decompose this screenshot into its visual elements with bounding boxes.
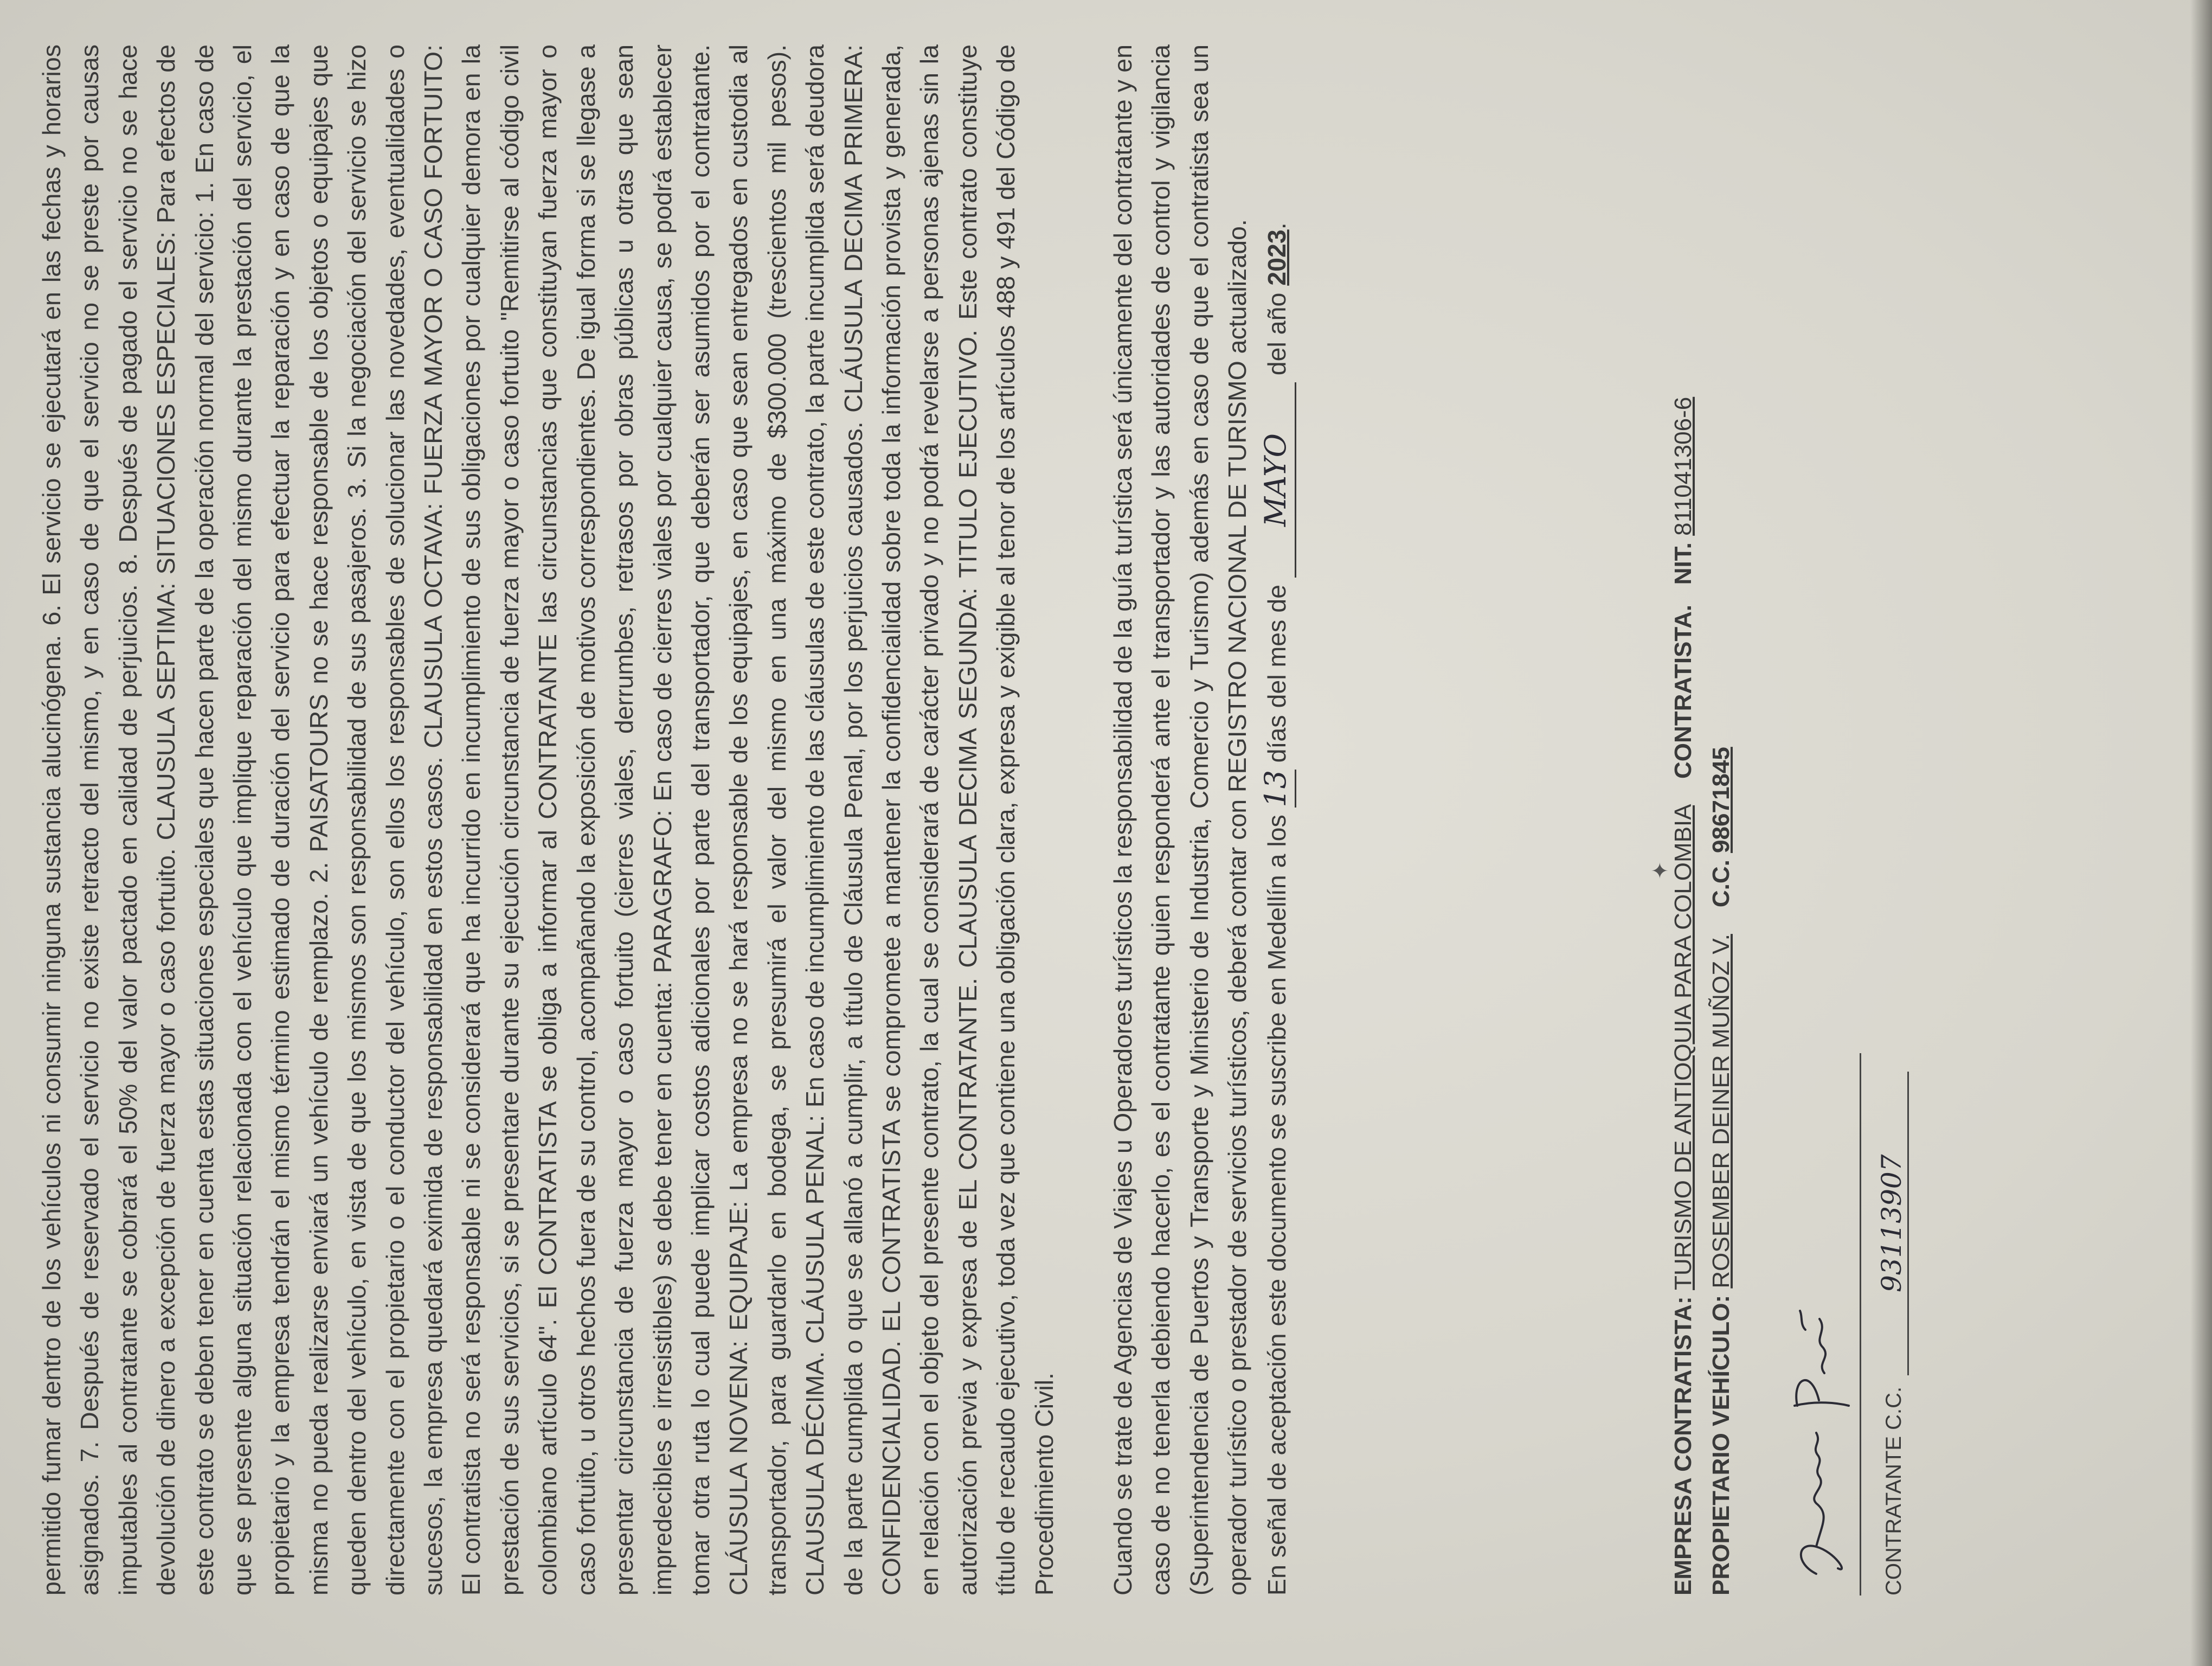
owner-cc-value: 98671845 (1708, 747, 1734, 853)
clauses-paragraph: permitido fumar dentro de los vehículos ni consumir ninguna sustancia alucinógena. 6. El servicio se ejecutará en las fechas y horarios asignados. 7. Después de reservado el servicio no existe retracto del mismo, y en caso de que el servicio no se preste por causas imputables al contratante se cobrará el 50% del valor pactado en calidad de perjuicios. 8. Después de pagado el servicio no se hace devolución de dinero a excepción de fuerza mayor o caso fortuito. CLAUSULA SEPTIMA: SITUACIONES ESPECIALES: Para efectos de este contrato se deben tener en cuenta estas situaciones especiales que hacen parte de la operación normal del servicio: 1. En caso de que se presente alguna situación relacionada con el vehículo que implique reparación del mismo durante la prestación del servicio, el propietario y la empresa tendrán el mismo término estimado de duración del servicio para efectuar la reparación y en caso de que la misma no pueda realizarse enviará un vehículo de remplazo. 2. PAISATOURS no se hace responsable de los objetos o equipajes que queden dentro del vehículo, en vista de que los mismos son responsabilidad de sus pasajeros. 3. Si la negociación del servicio se hizo directamente con el propietario o el conductor del vehículo, son ellos los responsables de solucionar las novedades, eventualidades o sucesos, la empresa quedará eximida de responsabilidad en estos casos. CLAUSULA OCTAVA: FUERZA MAYOR O CASO FORTUITO: El contratista no será responsable ni se considerará que ha incurrido en incumplimiento de sus obligaciones por cualquier demora en la prestación de sus servicios, si se presentare durante su ejecución circunstancia de fuerza mayor o caso fortuito "Remitirse al código civil colombiano artículo 64". El CONTRATISTA se obliga a informar al CONTRATANTE las circunstancias que constituyan fuerza mayor o caso fortuito, u otros hechos fuera de su control, acompañando la exposición de motivos correspondientes. De igual forma si se llegase a presentar circunstancia de fuerza mayor o caso fortuito (cierres viales, derrumbes, retrasos por obras públicas u otras que sean impredecibles e irresistibles) se debe tener en cuenta: PARAGRAFO: En caso de cierres viales por cualquier causa, se podrá establecer tomar otra ruta lo cual puede implicar costos adicionales por parte del transportador, que deberán ser asumidos por el contratante. CLÁUSULA NOVENA: EQUIPAJE: La empresa no se hará responsable de los equipajes, en caso que sean entregados en custodia al transportador, para guardarlo en bodega, se presumirá el valor del mismo en una máximo de $300.000 (trescientos mil pesos). CLAUSULA DÉCIMA. CLÁUSULA PENAL: En caso de incumplimiento de las cláusulas de este contrato, la parte incumplida será deudora de la parte cumplida o que se allanó a cumplir, a título de Cláusula Penal, por los perjuicios causados. CLÁUSULA DECIMA PRIMERA: CONFIDENCIALIDAD. EL CONTRATISTA se compromete a mantener la confidencialidad sobre toda la información provista y generada, en relación con el objeto del presente contrato, la cual se considerará de carácter privado y no podrá revelarse a personas ajenas sin la autorización previa y expresa de EL CONTRATANTE. CLAUSULA DECIMA SEGUNDA: TITULO EJECUTIVO. Este contrato constituye título de recaudo ejecutivo, toda vez que contiene una obligación clara, expresa y exigible al tenor de los artículos 488 y 491 del Código de Procedimiento Civil. (37, 44, 1058, 1595)
client-cc-value: 93113907 (1876, 1072, 1909, 1375)
contractor-line (1664, 44, 1702, 1595)
client-cc-line (1876, 1072, 1909, 1595)
acceptance-month: MAYO (1257, 382, 1296, 578)
parties (1664, 44, 1740, 1595)
acceptance-middle: días del mes de (1262, 585, 1291, 763)
ink-mark: ✦ (1649, 861, 1673, 880)
vehicle-owner-line (1702, 44, 1740, 1595)
owner-cc-label: C.C. (1708, 860, 1734, 908)
owner-name: ROSEMBER DEINER MUÑOZ V. (1708, 934, 1734, 1289)
tourism-agency-paragraph: Cuando se trate de Agencias de Viajes u Operadores turísticos la responsabilidad de la guía turística será únicamente del contratante y en caso de no tenerla debiendo hacerlo, es el contratante quien responderá ante el transportador y las autoridades de control y vigilancia (Superintendencia de Puertos y Transporte y Ministerio de Industria, Comercio y Turismo) además en caso de que el contratista sea un operador turístico o prestador de servicios turísticos, deberá contar con REGISTRO NACIONAL DE TURISMO actualizado. (1108, 44, 1252, 1595)
contractor-name: TURISMO DE ANTIOQUIA PARA COLOMBIA (1670, 805, 1696, 1290)
handwritten-signature (1784, 1281, 1860, 1585)
nit-value: 811041306-6 (1670, 396, 1696, 536)
acceptance-line (1257, 44, 1296, 1595)
contract-body (33, 44, 1296, 1595)
client-cc-label: CONTRATANTE C.C. (1882, 1386, 1906, 1595)
signature-line (1860, 1053, 1861, 1595)
acceptance-year: 2023 (1262, 229, 1291, 286)
signature-block (1626, 44, 1908, 1595)
contractor-label-2: CONTRATISTA. (1670, 605, 1696, 779)
acceptance-year-label: del año (1262, 292, 1291, 376)
acceptance-end: . (1262, 222, 1291, 230)
acceptance-prefix: En señal de aceptación este documento se suscribe en Medellín a los (1262, 815, 1291, 1595)
acceptance-day: 13 (1257, 770, 1296, 808)
nit-label: NIT. (1670, 542, 1696, 585)
contractor-label: EMPRESA CONTRATISTA: (1670, 1296, 1696, 1595)
page-edge-shadow (2190, 0, 2212, 1666)
owner-label: PROPIETARIO VEHÍCULO: (1708, 1295, 1734, 1595)
